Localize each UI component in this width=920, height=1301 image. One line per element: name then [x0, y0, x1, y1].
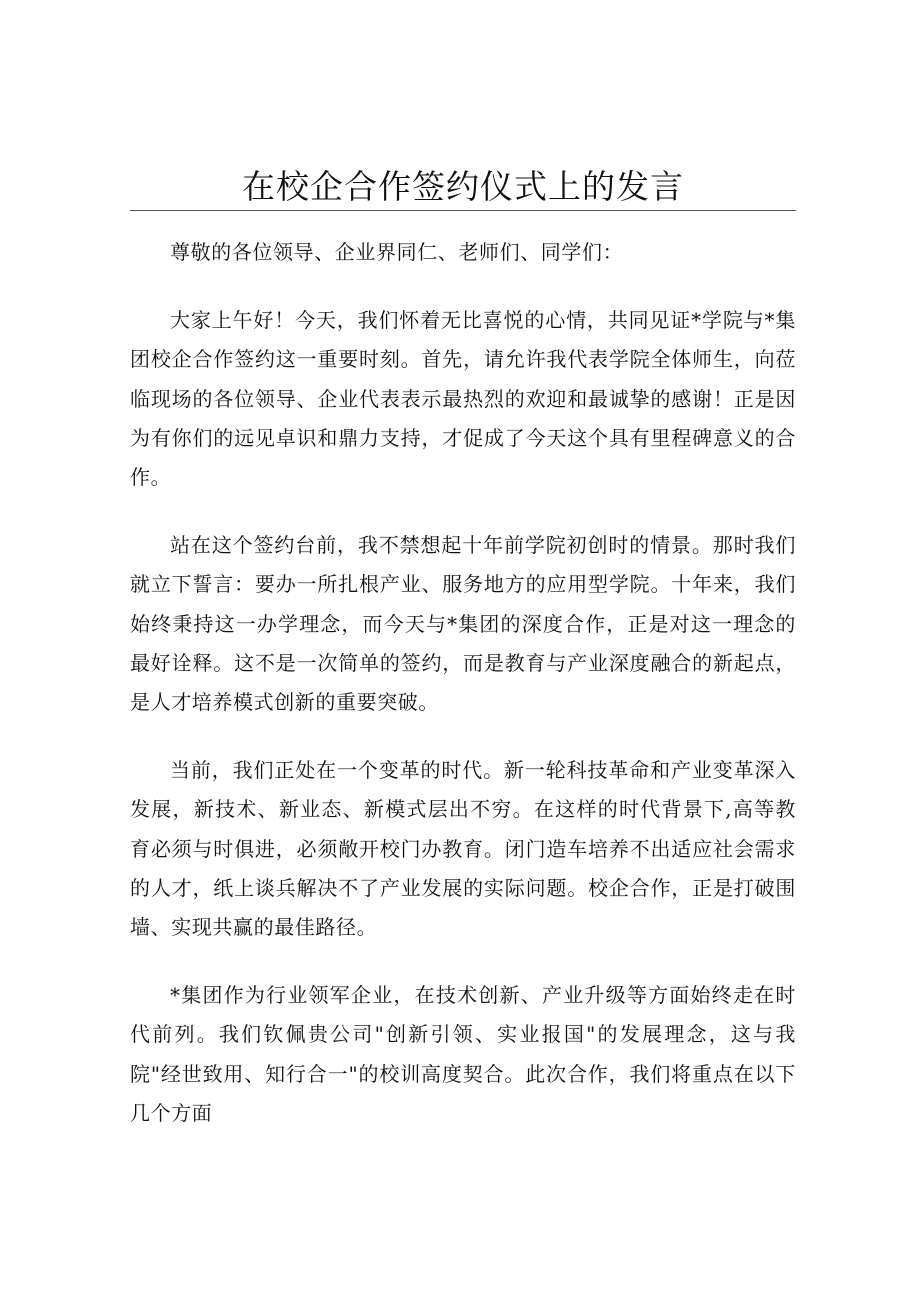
title-underline [130, 210, 796, 211]
document-title: 在校企合作签约仪式上的发言 [242, 167, 684, 206]
paragraph-4: *集团作为行业领军企业，在技术创新、产业升级等方面始终走在时代前列。我们钦佩贵公司"创新引领、实业报国"的发展理念，这与我院"经世致用、知行合一"的校训高度契合。此次合作，我们将重点在以下几个方面 [130, 983, 796, 1125]
salutation: 尊敬的各位领导、企业界同仁、老师们、同学们： [170, 240, 624, 264]
paragraph-1: 大家上午好！今天，我们怀着无比喜悦的心情，共同见证*学院与*集团校企合作签约这一重要时刻。首先，请允许我代表学院全体师生，向莅临现场的各位领导、企业代表表示最热烈的欢迎和最诚挚的感谢！正是因为有你们的远见卓识和鼎力支持，才促成了今天这个具有里程碑意义的合作。 [130, 308, 796, 490]
document-body [130, 233, 796, 1162]
paragraph-2: 站在这个签约台前，我不禁想起十年前学院初创时的情景。那时我们就立下誓言：要办一所扎根产业、服务地方的应用型学院。十年来，我们始终秉持这一办学理念，而今天与*集团的深度合作，正是对这一理念的最好诠释。这不是一次简单的签约，而是教育与产业深度融合的新起点，是人才培养模式创新的重要突破。 [130, 533, 796, 715]
paragraph-3: 当前，我们正处在一个变革的时代。新一轮科技革命和产业变革深入发展，新技术、新业态、新模式层出不穷。在这样的时代背景下,高等教育必须与时俱进，必须敞开校门办教育。闭门造车培养不出适应社会需求的人才，纸上谈兵解决不了产业发展的实际问题。校企合作，正是打破围墙、实现共赢的最佳路径。 [130, 758, 796, 940]
